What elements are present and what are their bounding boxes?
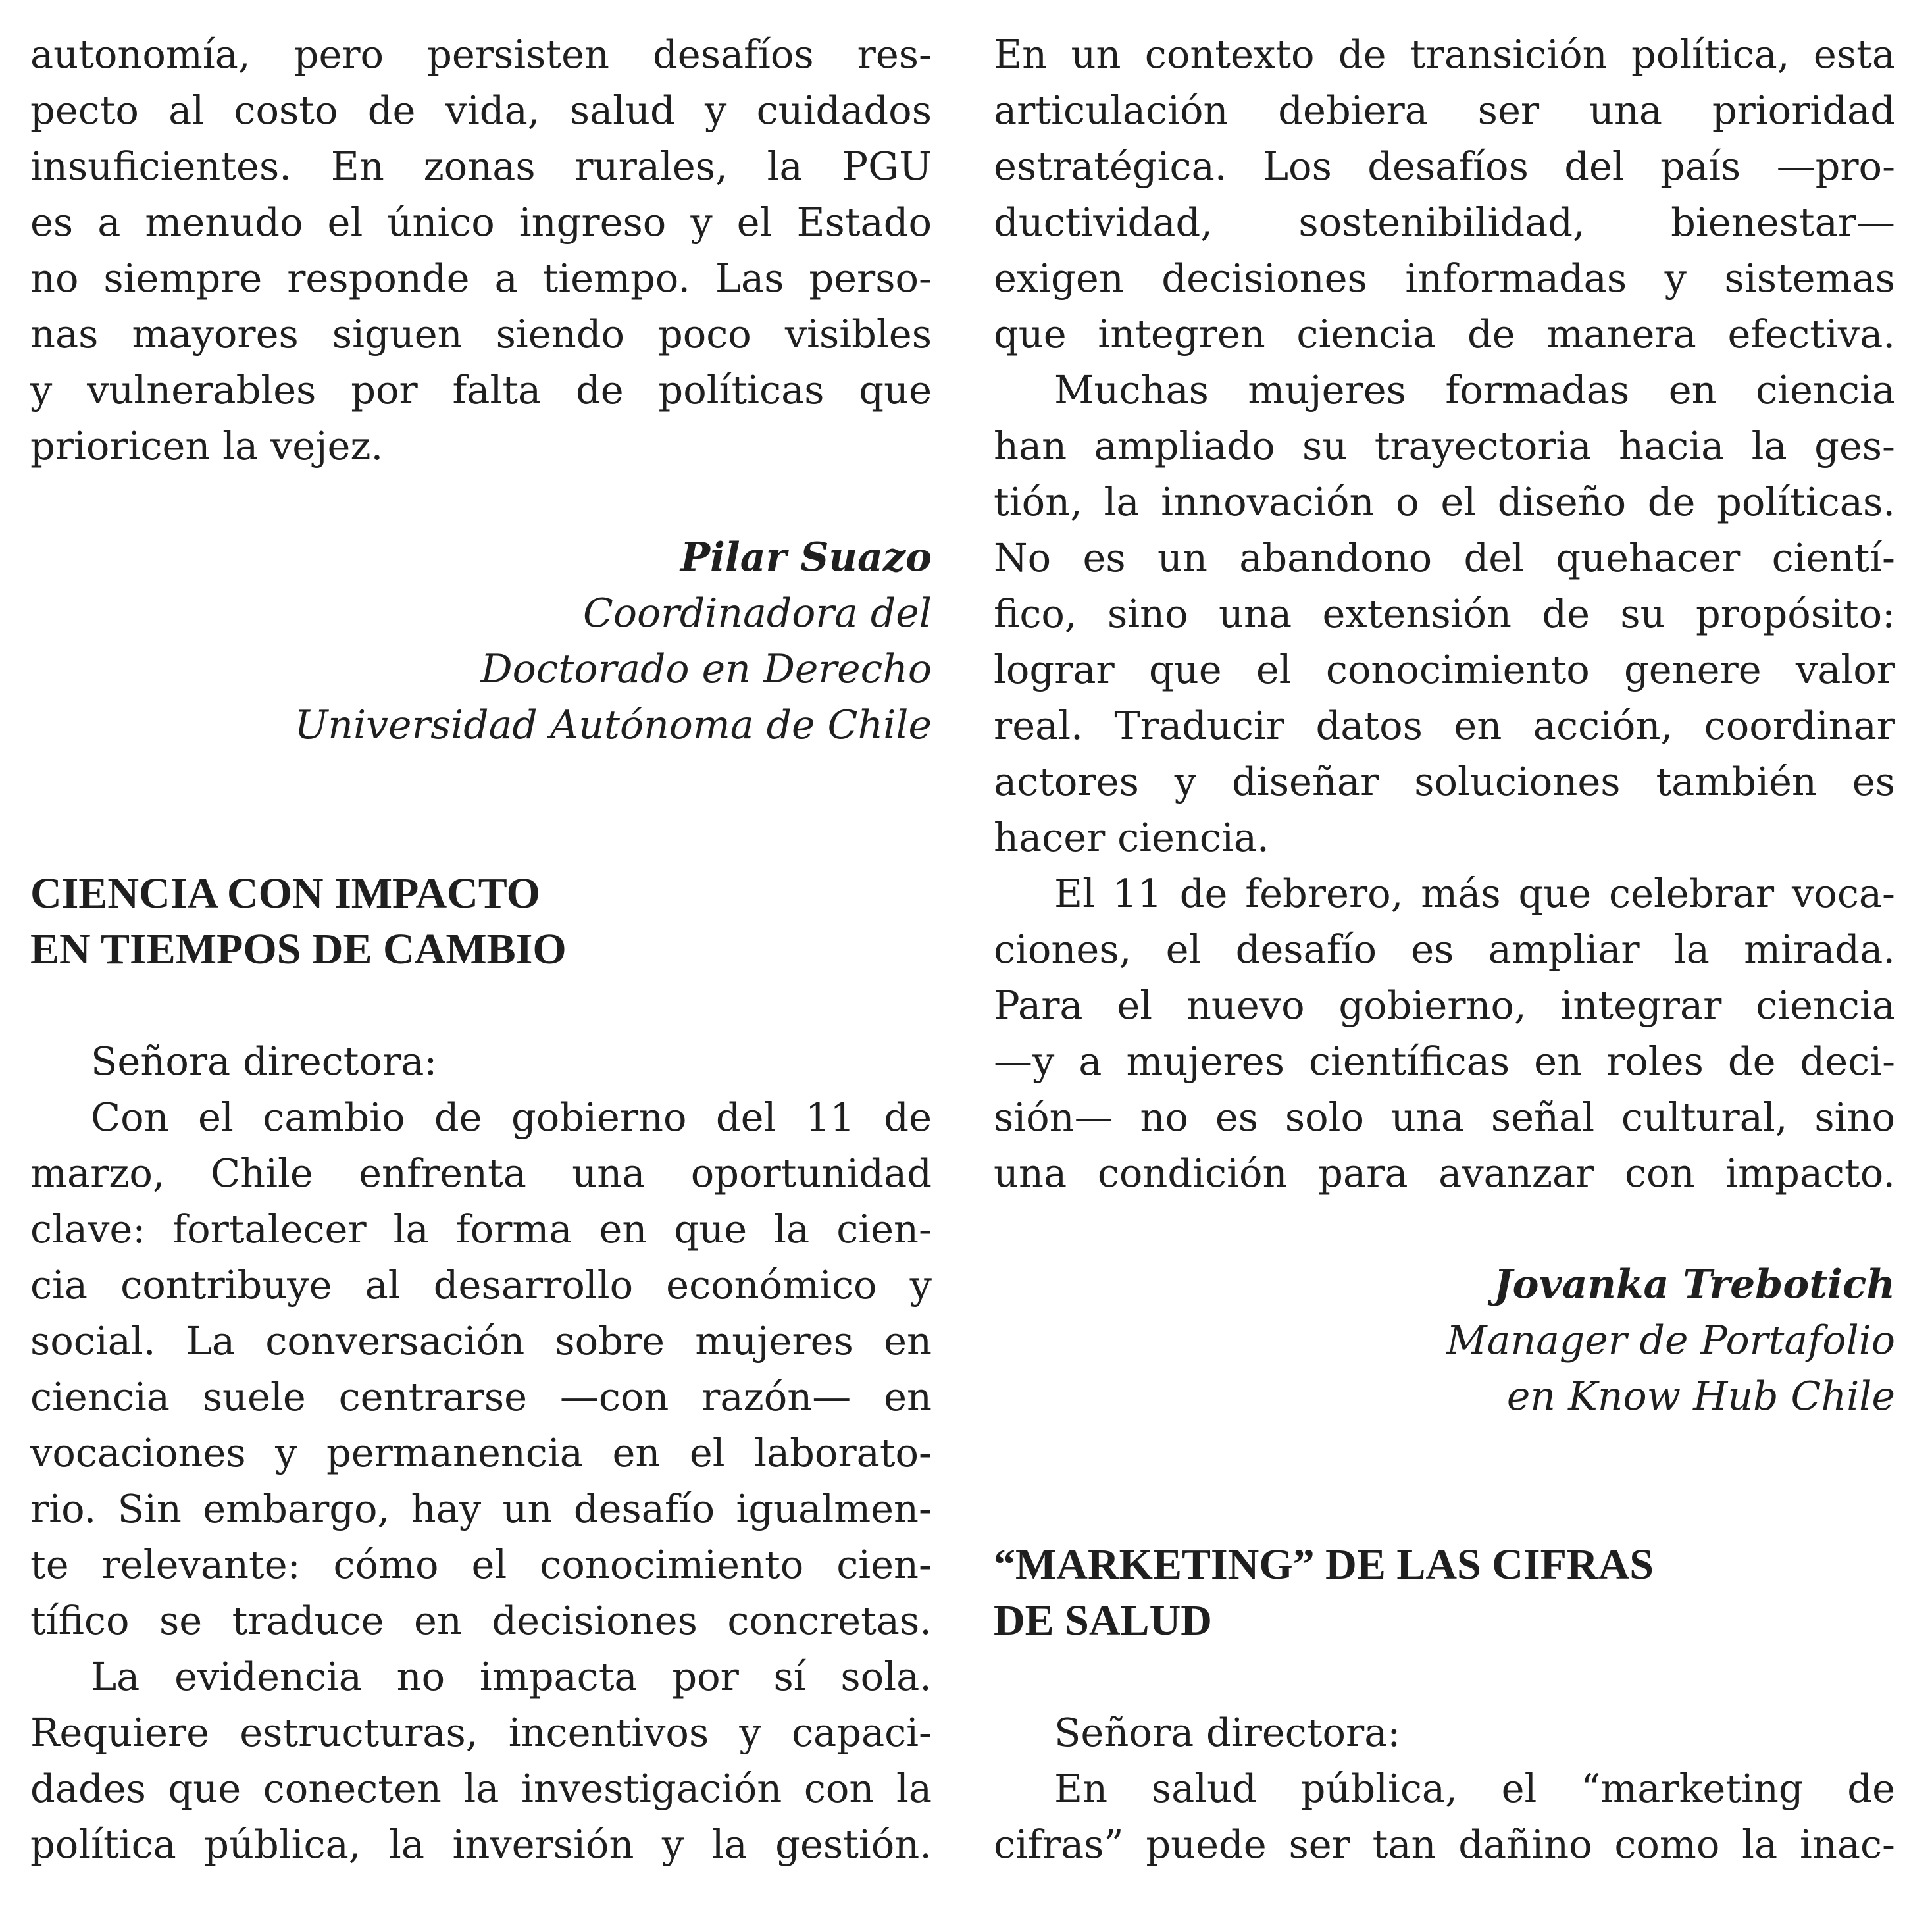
text-line: —y a mujeres científicas en roles de deci- (994, 1038, 1895, 1084)
letter-heading: EN TIEMPOS DE CAMBIO (30, 925, 567, 973)
text-line: En salud pública, el “marketing de (1054, 1766, 1895, 1811)
text-line: exigen decisiones informadas y sistemas (994, 255, 1895, 301)
text-line: te relevante: cómo el conocimiento cien- (30, 1542, 932, 1587)
text-line: vocaciones y permanencia en el laborato- (30, 1430, 932, 1475)
text-line: es a menudo el único ingreso y el Estado (30, 199, 932, 245)
text-line: clave: fortalecer la forma en que la cien- (30, 1206, 932, 1252)
text-line: hacer ciencia. (994, 815, 1269, 860)
text-line: estratégica. Los desafíos del país —pro- (994, 143, 1895, 189)
text-line: lograr que el conocimiento genere valor (994, 647, 1895, 692)
text-line: Con el cambio de gobierno del 11 de (91, 1094, 932, 1140)
signature-name: Pilar Suazo (680, 534, 932, 580)
text-line: fico, sino una extensión de su propósito: (994, 591, 1895, 636)
letter-heading: DE SALUD (994, 1597, 1212, 1645)
signature-role-line: Coordinadora del (582, 590, 932, 636)
text-line: nas mayores siguen siendo poco visibles (30, 311, 932, 357)
text-line: autonomía, pero persisten desafíos res- (30, 32, 932, 77)
signature-pilar-suazo (30, 530, 932, 754)
salutation: Señora directora: (91, 1038, 438, 1084)
letter-heading: “MARKETING” DE LAS CIFRAS (994, 1541, 1654, 1589)
text-line: actores y diseñar soluciones también es (994, 759, 1895, 804)
signature-name: Jovanka Trebotich (1494, 1262, 1895, 1308)
text-line: Muchas mujeres formadas en ciencia (1054, 367, 1895, 413)
text-line: cia contribuye al desarrollo económico y (30, 1262, 932, 1308)
signature-role-line: Manager de Portafolio (1446, 1318, 1895, 1364)
letter-ciencia-continuation (994, 26, 1895, 1201)
text-line: insuficientes. En zonas rurales, la PGU (30, 143, 932, 189)
text-line: tión, la innovación o el diseño de políticas. (994, 479, 1895, 525)
text-line: no siempre responde a tiempo. Las perso- (30, 255, 932, 301)
text-line: sión— no es solo una señal cultural, sino (994, 1094, 1895, 1140)
text-line: Requiere estructuras, incentivos y capaci- (30, 1710, 932, 1755)
text-line: social. La conversación sobre mujeres en (30, 1318, 932, 1364)
text-line: ciones, el desafío es ampliar la mirada. (994, 927, 1895, 972)
signature-role-line: en Know Hub Chile (1506, 1373, 1895, 1420)
text-line: cifras” puede ser tan dañino como la inac- (994, 1822, 1895, 1867)
signature-jovanka-trebotich (994, 1257, 1895, 1425)
text-line: dades que conecten la investigación con la (30, 1766, 932, 1811)
text-line: rio. Sin embargo, hay un desafío igualmen- (30, 1486, 932, 1531)
text-line: que integren ciencia de manera efectiva. (994, 311, 1895, 357)
text-line: La evidencia no impacta por sí sola. (91, 1654, 932, 1699)
text-line: ciencia suele centrarse —con razón— en (30, 1374, 932, 1420)
letter-ciencia-con-impacto (30, 865, 932, 1872)
signature-role-line: Universidad Autónoma de Chile (294, 702, 932, 748)
text-line: tífico se traduce en decisiones concretas. (30, 1598, 932, 1643)
previous-letter-ending (30, 26, 932, 474)
text-line: pecto al costo de vida, salud y cuidados (30, 88, 932, 133)
text-line: una condición para avanzar con impacto. (994, 1150, 1895, 1196)
text-line: articulación debiera ser una prioridad (994, 88, 1895, 133)
text-line: El 11 de febrero, más que celebrar voca- (1054, 871, 1895, 916)
text-line: marzo, Chile enfrenta una oportunidad (30, 1150, 932, 1196)
text-line: real. Traducir datos en acción, coordinar (994, 703, 1895, 748)
right-column (994, 26, 1895, 1872)
letter-heading: CIENCIA CON IMPACTO (30, 869, 540, 917)
letter-marketing-cifras (994, 1537, 1895, 1872)
salutation: Señora directora: (1054, 1710, 1401, 1755)
signature-role-line: Doctorado en Derecho (480, 646, 932, 692)
text-line: política pública, la inversión y la gestión. (30, 1822, 932, 1867)
text-line: ductividad, sostenibilidad, bienestar— (994, 199, 1895, 245)
text-line: No es un abandono del quehacer cientí- (994, 535, 1895, 580)
left-column (30, 26, 932, 1872)
text-line: prioricen la vejez. (30, 423, 384, 469)
text-line: y vulnerables por falta de políticas que (30, 367, 932, 413)
text-line: han ampliado su trayectoria hacia la ges- (994, 423, 1895, 469)
text-line: Para el nuevo gobierno, integrar ciencia (994, 983, 1895, 1028)
text-line: En un contexto de transición política, esta (994, 32, 1895, 77)
